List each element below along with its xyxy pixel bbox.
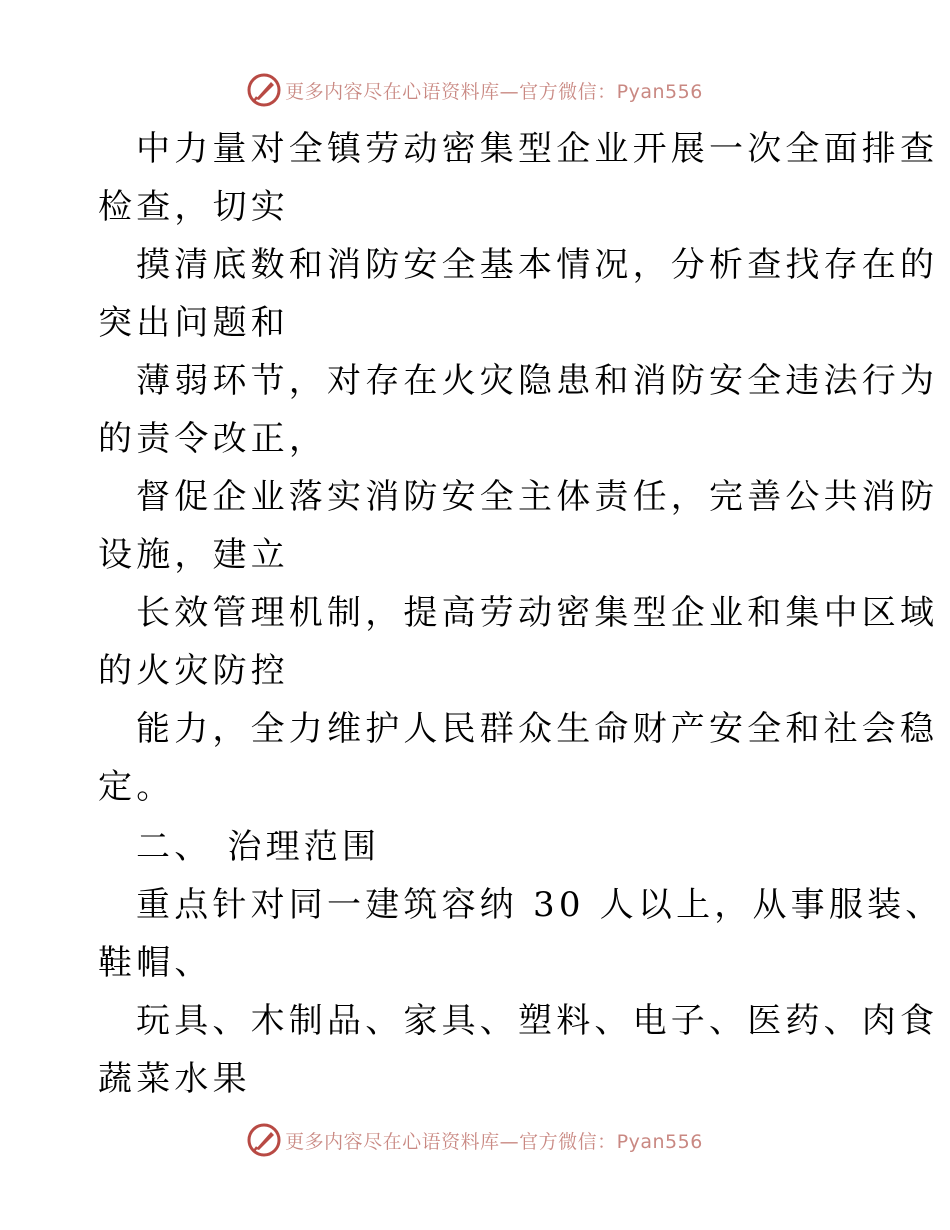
paragraph-line: 薄弱环节，对存在火灾隐患和消防安全违法行为 [136,361,939,401]
paragraph-line: 设施，建立 [98,535,289,575]
paragraph-line: 能力，全力维护人民群众生命财产安全和社会稳 [136,709,939,749]
paragraph-line: 的责令改正， [98,419,328,459]
feather-pen-logo-icon [247,73,281,107]
footer-watermark [0,1120,950,1160]
paragraph-line: 玩具、木制品、家具、塑料、电子、医药、肉食 [136,1001,939,1041]
paragraph-line: 中力量对全镇劳动密集型企业开展一次全面排查 [136,129,939,169]
paragraph-line: 蔬菜水果 [98,1059,251,1099]
header-watermark [0,70,950,110]
section-heading: 二、 治理范围 [136,827,381,867]
paragraph-line: 长效管理机制，提高劳动密集型企业和集中区域 [136,593,939,633]
paragraph-line: 的火灾防控 [98,651,289,691]
paragraph-line: 突出问题和 [98,303,289,343]
paragraph-line: 鞋帽、 [98,943,213,983]
paragraph-line: 摸清底数和消防安全基本情况，分析查找存在的 [136,245,939,285]
feather-pen-logo-icon [247,1123,281,1157]
paragraph-line: 重点针对同一建筑容纳 30 人以上，从事服装、 [136,885,944,925]
watermark-text: 更多内容尽在心语资料库—官方微信：Pyan556 [285,80,703,103]
watermark-text: 更多内容尽在心语资料库—官方微信：Pyan556 [285,1130,703,1153]
paragraph-line: 定。 [98,767,175,807]
paragraph-line: 检查，切实 [98,187,289,227]
paragraph-line: 督促企业落实消防安全主体责任，完善公共消防 [136,477,939,517]
